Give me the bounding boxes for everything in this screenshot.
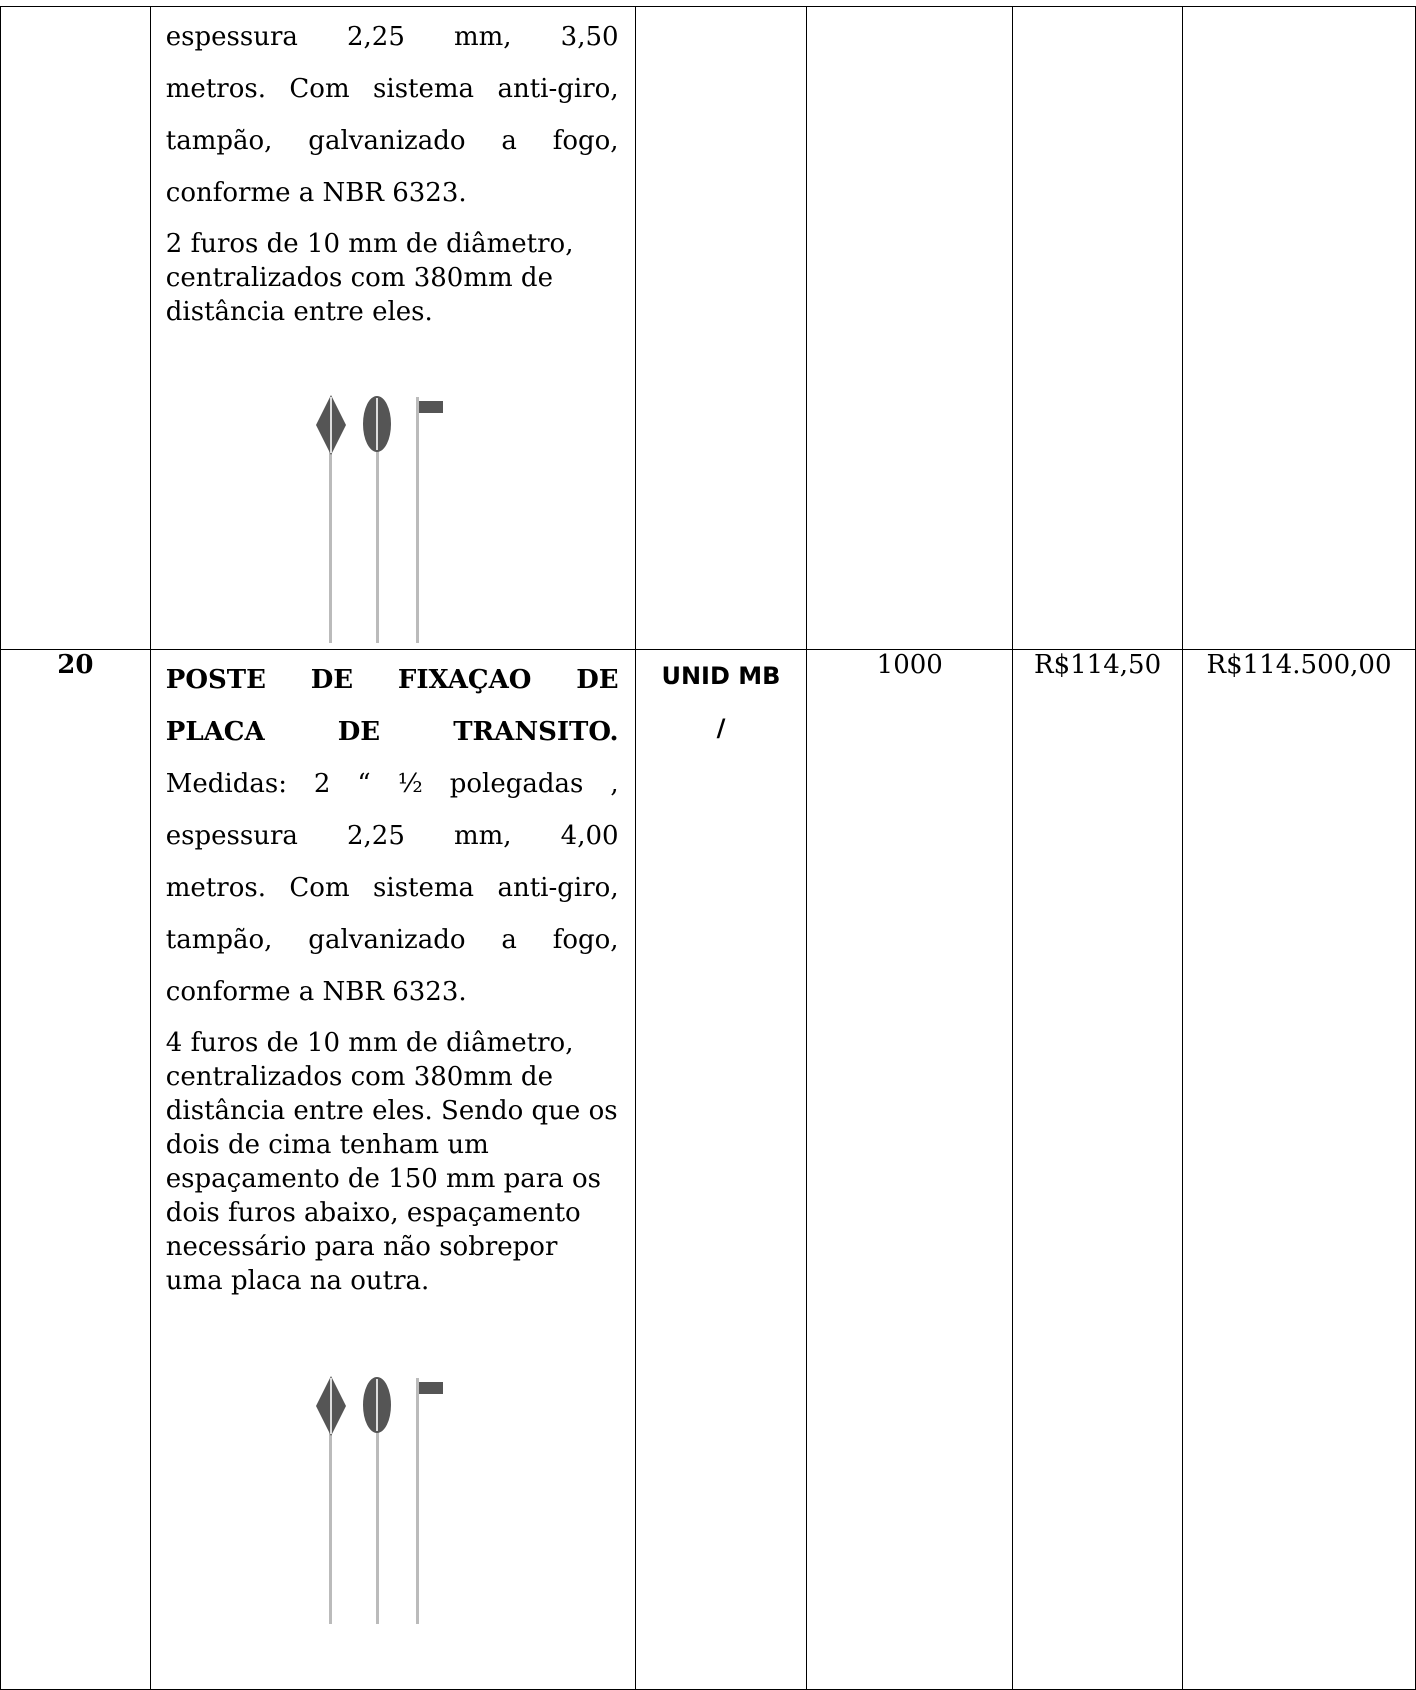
unit-cell <box>635 7 807 650</box>
unit-text-2: / <box>716 714 726 742</box>
item-description <box>150 7 635 650</box>
desc-line: tampão, galvanizado a fogo, <box>165 126 619 156</box>
table-row <box>1 650 1416 1690</box>
product-title-line: POSTE DE FIXAÇAO DE <box>165 665 619 695</box>
desc-line: conforme a NBR 6323. <box>165 977 467 1007</box>
total-price-cell: R$114.500,00 <box>1183 650 1416 1690</box>
unit-price-cell: R$114,50 <box>1013 650 1183 1690</box>
total-price-cell <box>1183 7 1416 650</box>
items-table <box>0 6 1416 1690</box>
desc-line: metros. Com sistema anti-giro, <box>165 873 619 903</box>
item-description <box>150 650 635 1690</box>
pole-illustration <box>316 1374 516 1630</box>
hole-note: 2 furos de 10 mm de diâmetro, centralizados com 380mm de distância entre eles. <box>165 229 574 327</box>
desc-line: tampão, galvanizado a fogo, <box>165 925 619 955</box>
desc-line: Medidas: 2 “ ½ polegadas , <box>165 769 619 799</box>
unit-price-cell <box>1013 7 1183 650</box>
unit-text: UNID MB <box>661 662 781 690</box>
item-number: 20 <box>1 650 151 1690</box>
desc-line: espessura 2,25 mm, 4,00 <box>165 821 619 851</box>
quantity-cell <box>807 7 1013 650</box>
desc-line: conforme a NBR 6323. <box>165 178 467 208</box>
desc-line: metros. Com sistema anti-giro, <box>165 74 619 104</box>
hole-note: 4 furos de 10 mm de diâmetro, centralizados com 380mm de distância entre eles. Sendo que os dois de cima tenham um espaçamento de 150 mm para os dois furos abaixo, espaçamento necessário para não sobrepor uma placa na outra. <box>165 1028 618 1296</box>
quantity-cell: 1000 <box>807 650 1013 1690</box>
unit-cell <box>635 650 807 1690</box>
product-title-line: PLACA DE TRANSITO. <box>165 717 619 747</box>
item-number <box>1 7 151 650</box>
pole-illustration <box>316 393 516 649</box>
desc-line: espessura 2,25 mm, 3,50 <box>165 22 619 52</box>
table-row <box>1 7 1416 650</box>
